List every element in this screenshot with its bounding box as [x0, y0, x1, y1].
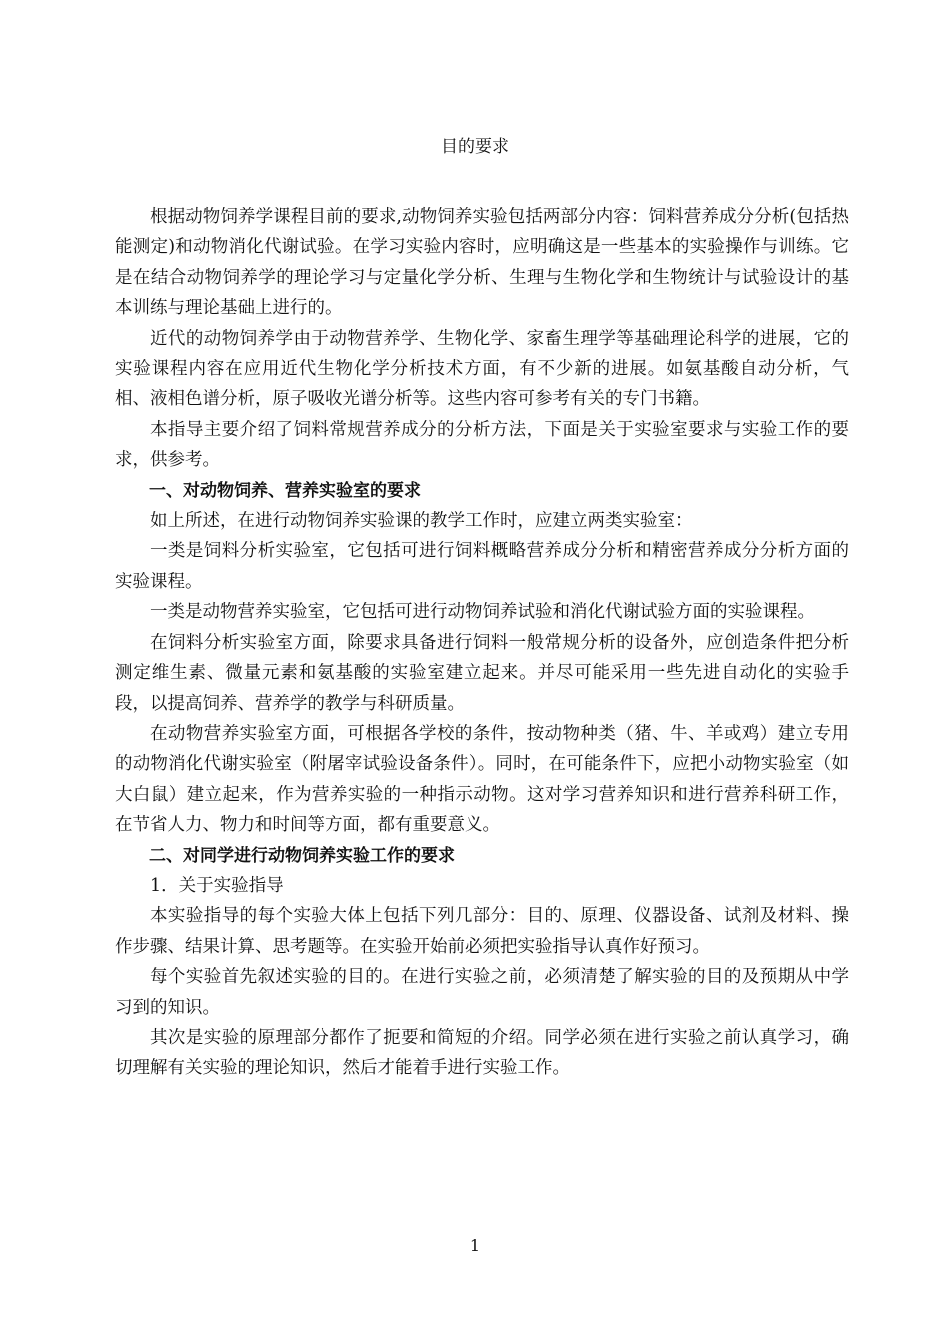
paragraph-guide-structure: 本实验指导的每个实验大体上包括下列几部分：目的、原理、仪器设备、试剂及材料、操作步骤、结果计算、思考题等。在实验开始前必须把实验指导认真作好预习。 [115, 906, 849, 957]
paragraph-modern-nutrition: 近代的动物饲养学由于动物营养学、生物化学、家畜生理学等基础理论科学的进展，它的实验课程内容在应用近代生物化学分析技术方面，有不少新的进展。如氨基酸自动分析，气相、液相色谱分析，原子吸收光谱分析等。这些内容可参考有关的专门书籍。 [115, 328, 849, 410]
section-heading-student-requirements: 二、对同学进行动物饲养实验工作的要求 [149, 845, 455, 866]
page-title: 目的要求 [441, 137, 509, 157]
paragraph-feed-lab-details: 在饲料分析实验室方面，除要求具备进行饲料一般常规分析的设备外，应创造条件把分析测定维生素、微量元素和氨基酸的实验室建立起来。并尽可能采用一些先进自动化的实验手段，以提高饲养、营养学的教学与科研质量。 [115, 632, 849, 714]
paragraph-purpose: 每个实验首先叙述实验的目的。在进行实验之前，必须清楚了解实验的目的及预期从中学习到的知识。 [115, 967, 849, 1018]
paragraph-guide-scope: 本指导主要介绍了饲料常规营养成分的分析方法，下面是关于实验室要求与实验工作的要求，供参考。 [115, 419, 849, 471]
paragraph-nutrition-lab-details: 在动物营养实验室方面，可根据各学校的条件，按动物种类（猪、牛、羊或鸡）建立专用的动物消化代谢实验室（附屠宰试验设备条件）。同时，在可能条件下，应把小动物实验室（如大白鼠）建立起来，作为营养实验的一种指示动物。这对学习营养知识和进行营养科研工作，在节省人力、物力和时间等方面，都有重要意义。 [115, 723, 849, 836]
paragraph-two-labs: 如上所述，在进行动物饲养实验课的教学工作时，应建立两类实验室： [150, 511, 693, 532]
subheading-experiment-guide: 1．关于实验指导 [150, 875, 284, 896]
document-body [115, 202, 849, 1084]
page-number: 1 [469, 1236, 481, 1255]
section-heading-lab-requirements: 一、对动物饲养、营养实验室的要求 [149, 480, 421, 501]
paragraph-feed-analysis-lab: 一类是饲料分析实验室，它包括可进行饲料概略营养成分分析和精密营养成分分析方面的实验课程。 [115, 541, 849, 592]
paragraph-animal-nutrition-lab: 一类是动物营养实验室，它包括可进行动物饲养试验和消化代谢试验方面的实验课程。 [150, 602, 815, 623]
paragraph-intro: 根据动物饲养学课程目前的要求,动物饲养实验包括两部分内容：饲料营养成分分析(包括热能测定)和动物消化代谢试验。在学习实验内容时，应明确这是一些基本的实验操作与训练。它是在结合动物饲养学的理论学习与定量化学分析、生理与生物化学和生物统计与试验设计的基本训练与理论基础上进行的。 [115, 207, 849, 319]
paragraph-principle: 其次是实验的原理部分都作了扼要和简短的介绍。同学必须在进行实验之前认真学习，确切理解有关实验的理论知识，然后才能着手进行实验工作。 [115, 1027, 849, 1079]
